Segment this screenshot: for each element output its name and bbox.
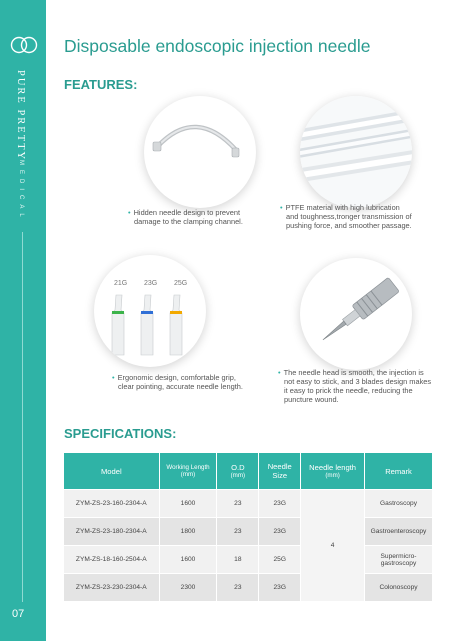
header-needle-length: Needle length (mm) [301, 453, 365, 490]
features-heading: FEATURES: [64, 77, 138, 92]
bullet-icon: • [128, 208, 131, 217]
cell-model: ZYM-ZS-23-180-2304-A [64, 518, 160, 546]
cell-working-length: 1800 [159, 518, 217, 546]
header-needle-size: Needle Size [259, 453, 301, 490]
feature-4-line-3: it easy to prick the needle, reducing the [284, 386, 413, 395]
gauge-band-21g [112, 311, 124, 314]
feature-text-3 [112, 373, 282, 391]
feature-4-line-2: not easy to stick, and 3 blades design makes [284, 377, 432, 386]
cell-od: 18 [217, 546, 259, 574]
cell-needle-size: 23G [259, 574, 301, 602]
gauge-band-25g [170, 311, 182, 314]
brand-logo-icon [10, 34, 38, 56]
feature-text-4 [278, 368, 458, 404]
table-row [64, 518, 433, 546]
feature-image-curved-needle [144, 96, 256, 208]
table-row [64, 490, 433, 518]
feature-1-line-1: Hidden needle design to prevent [133, 208, 241, 217]
cell-needle-size: 23G [259, 518, 301, 546]
feature-image-ptfe-tube [300, 96, 412, 208]
cell-od: 23 [217, 490, 259, 518]
table-row [64, 574, 433, 602]
table-header-row [64, 453, 433, 490]
bullet-icon: • [278, 368, 281, 377]
cell-working-length: 2300 [159, 574, 217, 602]
feature-3-line-2: clear pointing, accurate needle length. [118, 382, 243, 391]
cell-remark: Colonoscopy [365, 574, 433, 602]
cell-working-length: 1600 [159, 546, 217, 574]
gauge-label-21g: 21G [114, 280, 128, 287]
bullet-icon: • [112, 373, 115, 382]
table-row [64, 546, 433, 574]
feature-4-line-1: The needle head is smooth, the injection is [283, 368, 424, 377]
page-title: Disposable endoscopic injection needle [64, 36, 371, 56]
page-number: 07 [12, 608, 25, 620]
specifications-table [63, 452, 433, 602]
cell-od: 23 [217, 518, 259, 546]
cell-remark: Gastroscopy [365, 490, 433, 518]
cell-needle-size: 25G [259, 546, 301, 574]
sidebar-divider [22, 232, 23, 602]
feature-2-line-2: and toughness,tronger transmission of [286, 212, 412, 221]
header-model: Model [64, 453, 160, 490]
feature-image-needle-gauges [94, 255, 206, 367]
feature-text-1 [128, 208, 288, 226]
sidebar [0, 0, 46, 641]
feature-4-line-4: puncture wound. [284, 395, 339, 404]
feature-2-line-3: pushing force, and smoother passage. [286, 221, 412, 230]
cell-model: ZYM-ZS-23-230-2304-A [64, 574, 160, 602]
bullet-icon: • [280, 203, 283, 212]
specifications-heading: SPECIFICATIONS: [64, 426, 177, 441]
feature-image-needle-tip [300, 258, 412, 370]
cell-needle-size: 23G [259, 490, 301, 518]
cell-needle-length: 4 [301, 490, 365, 602]
feature-2-line-1: PTFE material with high lubrication [285, 203, 400, 212]
brand-subtitle: MEDICAL [18, 160, 24, 222]
cell-remark: Gastroenteroscopy [365, 518, 433, 546]
feature-text-2 [280, 203, 450, 230]
header-working-length: Working Length (mm) [159, 453, 217, 490]
cell-od: 23 [217, 574, 259, 602]
cell-working-length: 1600 [159, 490, 217, 518]
cell-model: ZYM-ZS-18-160-2504-A [64, 546, 160, 574]
feature-3-line-1: Ergonomic design, comfortable grip, [117, 373, 236, 382]
feature-1-line-2: damage to the clamping channel. [134, 217, 243, 226]
cell-model: ZYM-ZS-23-160-2304-A [64, 490, 160, 518]
brand-name: PURE PRETTY [15, 70, 26, 162]
gauge-label-25g: 25G [174, 280, 188, 287]
header-remark: Remark [365, 453, 433, 490]
cell-remark: Supermicro-gastroscopy [365, 546, 433, 574]
gauge-label-23g: 23G [144, 280, 158, 287]
header-od: O.D (mm) [217, 453, 259, 490]
gauge-band-23g [141, 311, 153, 314]
